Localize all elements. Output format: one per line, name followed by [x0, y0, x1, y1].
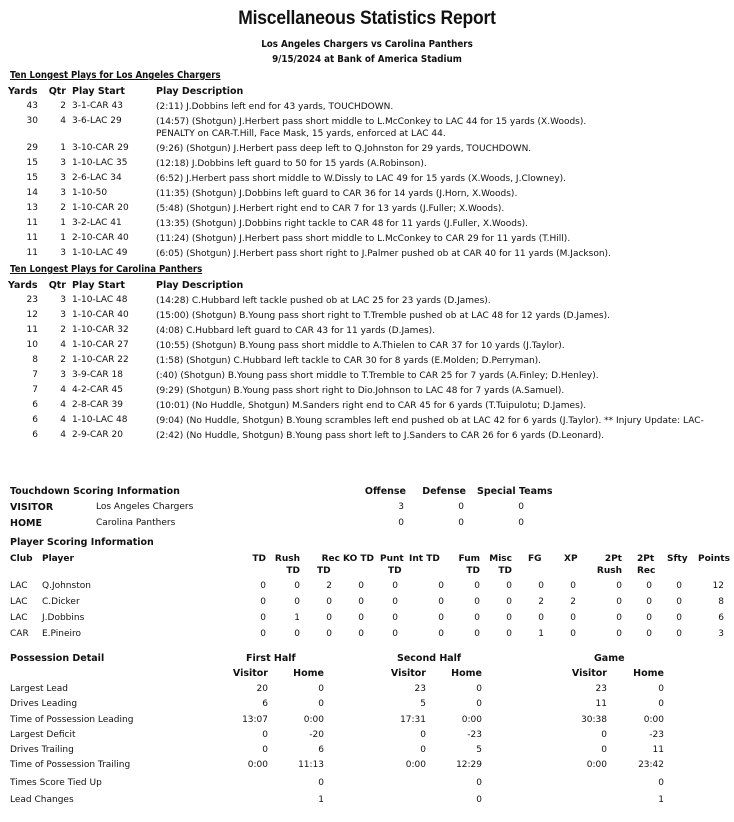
col-2pt-rec-line2: Rec	[637, 566, 656, 576]
ps-rec-td: 0	[326, 629, 332, 639]
play-description	[156, 355, 541, 367]
col-points: Points	[698, 554, 730, 564]
possession-first-half: First Half	[246, 653, 296, 664]
col-2pt-rec-line1: 2Pt	[637, 554, 655, 564]
possession-sh-h: -23	[467, 730, 482, 740]
td-col-offense: Offense	[364, 486, 406, 497]
play-start: 1-10-LAC 35	[72, 158, 128, 168]
col-play-description: Play Description	[156, 280, 244, 291]
play-description	[156, 158, 427, 170]
col-yards: Yards	[8, 86, 38, 97]
col-play-start: Play Start	[72, 280, 125, 291]
ps-two-rec: 0	[646, 613, 652, 623]
play-description-line: (14:57) (Shotgun) J.Herbert pass short middle to L.McConkey to LAC 44 for 15 yards (X.Woods).	[156, 117, 587, 127]
col-play-start: Play Start	[72, 86, 125, 97]
ps-td: 0	[260, 597, 266, 607]
play-qtr: 3	[60, 173, 66, 183]
ps-int-td: 0	[438, 629, 444, 639]
play-start: 1-10-50	[72, 188, 108, 198]
col-2pt-rush-line2: Rush	[596, 566, 622, 576]
col-rec-td	[314, 553, 340, 577]
possession-row	[10, 745, 710, 760]
play-start: 1-10-CAR 32	[72, 325, 129, 335]
td-visitor-special: 0	[518, 502, 524, 512]
ps-sfty: 0	[676, 613, 682, 623]
play-qtr: 3	[60, 370, 66, 380]
play-yards: 11	[26, 218, 38, 228]
player-scoring-heading: Player Scoring Information	[10, 537, 154, 548]
play-yards: 6	[32, 415, 38, 425]
ps-td: 0	[260, 613, 266, 623]
possession-fh-h: 6	[318, 745, 324, 755]
ps-xp: 2	[570, 597, 576, 607]
play-description-line: (2:11) J.Dobbins left end for 43 yards, TOUCHDOWN.	[156, 102, 394, 112]
play-description-line: (9:29) (Shotgun) B.Young pass short right to Dio.Johnson to LAC 48 for 7 yards (A.Samuel).	[156, 386, 565, 396]
possession-fh-h: -20	[309, 730, 324, 740]
play-description-line: (2:42) (No Huddle, Shotgun) B.Young pass short left to J.Sanders to CAR 26 for 6 yards (D.Leonard).	[156, 431, 605, 441]
possession-fh-h: 0	[318, 778, 324, 788]
possession-sh-h: 0	[476, 699, 482, 709]
play-qtr: 4	[60, 340, 66, 350]
possession-fh-v: 0	[262, 730, 268, 740]
play-start: 3-1-CAR 43	[72, 101, 123, 111]
ps-misc-td: 0	[506, 597, 512, 607]
possession-sh-v: 0:00	[405, 760, 426, 770]
play-qtr: 1	[60, 233, 66, 243]
td-visitor-team: Los Angeles Chargers	[96, 502, 194, 512]
possession-sh-h: 0	[476, 795, 482, 805]
ps-club: LAC	[10, 581, 28, 591]
play-qtr: 4	[60, 400, 66, 410]
report-title: Miscellaneous Statistics Report	[238, 8, 496, 29]
possession-g-h: 0	[658, 699, 664, 709]
ps-two-rec: 0	[646, 629, 652, 639]
play-yards: 23	[26, 295, 38, 305]
ps-int-td: 0	[438, 597, 444, 607]
ps-two-rec: 0	[646, 597, 652, 607]
play-description-line: (:40) (Shotgun) B.Young pass short middle to T.Tremble to CAR 25 for 7 yards (A.Finley; D.Henley).	[156, 371, 599, 381]
ps-ko-td: 0	[358, 581, 364, 591]
col-rush-td-line2: TD	[286, 566, 300, 576]
ps-fum-td: 0	[474, 613, 480, 623]
play-start: 3-10-CAR 29	[72, 143, 129, 153]
play-qtr: 2	[60, 101, 66, 111]
ps-xp: 0	[570, 581, 576, 591]
possession-g-v: 0:00	[586, 760, 607, 770]
sh-visitor-header: Visitor	[390, 668, 426, 679]
ps-td: 0	[260, 581, 266, 591]
ps-points: 8	[718, 597, 724, 607]
play-qtr: 4	[60, 385, 66, 395]
play-description-line: (4:08) C.Hubbard left guard to CAR 43 for 11 yards (D.James).	[156, 326, 436, 336]
possession-fh-v: 0	[262, 745, 268, 755]
play-qtr: 3	[60, 158, 66, 168]
ps-rush-td: 1	[294, 613, 300, 623]
ps-two-rec: 0	[646, 581, 652, 591]
play-description-line: (5:48) (Shotgun) J.Herbert right end to CAR 7 for 13 yards (J.Fuller; X.Woods).	[156, 204, 505, 214]
play-qtr: 3	[60, 188, 66, 198]
col-qtr: Qtr	[48, 280, 66, 291]
possession-sh-h: 12:29	[456, 760, 482, 770]
play-description	[156, 233, 570, 245]
play-description	[156, 325, 435, 337]
ps-rec-td: 0	[326, 613, 332, 623]
possession-g-h: 0	[658, 778, 664, 788]
play-yards: 30	[26, 116, 38, 126]
ps-club: LAC	[10, 613, 28, 623]
play-qtr: 4	[60, 430, 66, 440]
ps-two-rush: 0	[616, 581, 622, 591]
play-description-line: (6:05) (Shotgun) J.Herbert pass short right to J.Palmer pushed ob at CAR 40 for 11 yards (M.Jackson).	[156, 249, 611, 259]
ps-two-rush: 0	[616, 597, 622, 607]
possession-row	[10, 795, 710, 810]
ps-points: 12	[712, 581, 724, 591]
fh-home-header: Home	[293, 668, 324, 679]
play-start: 1-10-LAC 48	[72, 415, 128, 425]
td-visitor-defense: 0	[458, 502, 464, 512]
ps-fg: 2	[538, 597, 544, 607]
possession-g-v: 0	[601, 730, 607, 740]
play-description	[156, 415, 704, 427]
play-description-line: (15:00) (Shotgun) B.Young pass short right to T.Tremble pushed ob at LAC 48 for 12 yards (D.James).	[156, 311, 610, 321]
play-start: 3-2-LAC 41	[72, 218, 122, 228]
col-club: Club	[10, 554, 33, 564]
play-description	[156, 248, 611, 260]
col-misc-td-line2: TD	[498, 566, 512, 576]
possession-sh-v: 23	[414, 684, 426, 694]
col-misc-td-line1: Misc	[489, 554, 512, 564]
col-int-td: Int TD	[409, 554, 440, 564]
play-qtr: 1	[60, 218, 66, 228]
ps-ko-td: 0	[358, 629, 364, 639]
play-description	[156, 116, 586, 140]
possession-row	[10, 715, 710, 730]
play-start: 4-2-CAR 45	[72, 385, 123, 395]
play-description	[156, 295, 491, 307]
possession-fh-h: 0:00	[303, 715, 324, 725]
possession-row	[10, 730, 710, 745]
ps-xp: 0	[570, 629, 576, 639]
fh-visitor-header: Visitor	[232, 668, 268, 679]
play-yards: 15	[26, 173, 38, 183]
play-qtr: 4	[60, 116, 66, 126]
lac-plays-heading: Ten Longest Plays for Los Angeles Chargers	[10, 70, 221, 81]
play-description	[156, 203, 504, 215]
play-yards: 29	[26, 143, 38, 153]
play-description	[156, 188, 517, 200]
play-yards: 6	[32, 400, 38, 410]
play-description-line: (9:26) (Shotgun) J.Herbert pass deep left to Q.Johnston for 29 yards, TOUCHDOWN.	[156, 144, 532, 154]
ps-ko-td: 0	[358, 597, 364, 607]
possession-g-v: 23	[595, 684, 607, 694]
td-home-offense: 0	[398, 518, 404, 528]
possession-sh-h: 0:00	[461, 715, 482, 725]
possession-fh-v: 20	[256, 684, 268, 694]
play-yards: 43	[26, 101, 38, 111]
play-start: 1-10-CAR 20	[72, 203, 129, 213]
play-description	[156, 101, 393, 113]
play-start: 2-8-CAR 39	[72, 400, 123, 410]
play-description-line: (10:01) (No Huddle, Shotgun) M.Sanders right end to CAR 45 for 6 yards (T.Tuipulotu; D.James).	[156, 401, 587, 411]
col-play-description: Play Description	[156, 86, 244, 97]
ps-player: Q.Johnston	[42, 581, 91, 591]
possession-g-h: 1	[658, 795, 664, 805]
play-qtr: 2	[60, 325, 66, 335]
play-description-line: (14:28) C.Hubbard left tackle pushed ob at LAC 25 for 23 yards (D.James).	[156, 296, 491, 306]
play-yards: 7	[32, 385, 38, 395]
ps-two-rush: 0	[616, 613, 622, 623]
play-description-line: (9:04) (No Huddle, Shotgun) B.Young scrambles left end pushed ob at LAC 42 for 6 yards (J.Taylor). ** Injury Update: LAC-	[156, 416, 704, 426]
play-description-line: (6:52) J.Herbert pass short middle to W.Dissly to LAC 49 for 15 yards (X.Woods, J.Clowney).	[156, 174, 567, 184]
ps-ko-td: 0	[358, 613, 364, 623]
play-description-line: (11:35) (Shotgun) J.Dobbins left guard to CAR 36 for 14 yards (J.Horn, X.Woods).	[156, 189, 518, 199]
play-start: 1-10-CAR 27	[72, 340, 129, 350]
col-rush-td-line1: Rush	[274, 554, 300, 564]
possession-label: Time of Possession Trailing	[10, 760, 131, 770]
col-yards: Yards	[8, 280, 38, 291]
possession-sh-h: 0	[476, 684, 482, 694]
possession-g-v: 30:38	[581, 715, 607, 725]
player-scoring-row	[10, 597, 725, 613]
ps-misc-td: 0	[506, 613, 512, 623]
possession-label: Largest Deficit	[10, 730, 76, 740]
possession-label: Times Score Tied Up	[10, 778, 102, 788]
ps-punt-td: 0	[392, 581, 398, 591]
ps-int-td: 0	[438, 581, 444, 591]
col-qtr: Qtr	[48, 86, 66, 97]
possession-label: Time of Possession Leading	[10, 715, 134, 725]
play-description-line: (1:58) (Shotgun) C.Hubbard left tackle to CAR 30 for 8 yards (E.Molden; D.Perryman).	[156, 356, 542, 366]
play-start: 2-10-CAR 40	[72, 233, 129, 243]
col-td: TD	[252, 554, 266, 564]
ps-fg: 1	[538, 629, 544, 639]
possession-fh-v: 6	[262, 699, 268, 709]
ps-punt-td: 0	[392, 597, 398, 607]
play-start: 1-10-CAR 22	[72, 355, 129, 365]
play-start: 3-6-LAC 29	[72, 116, 122, 126]
ps-club: CAR	[10, 629, 29, 639]
ps-sfty: 0	[676, 597, 682, 607]
col-2pt-rush-line1: 2Pt	[604, 554, 622, 564]
possession-second-half: Second Half	[397, 653, 462, 664]
possession-g-h: -23	[649, 730, 664, 740]
game-visitor-header: Visitor	[571, 668, 607, 679]
play-description	[156, 340, 565, 352]
possession-sh-v: 5	[420, 699, 426, 709]
play-qtr: 2	[60, 355, 66, 365]
ps-points: 3	[718, 629, 724, 639]
ps-player: E.Pineiro	[42, 629, 82, 639]
play-start: 3-9-CAR 18	[72, 370, 123, 380]
play-yards: 6	[32, 430, 38, 440]
player-scoring-row	[10, 581, 725, 597]
col-rec-td-line1: Rec	[321, 554, 340, 564]
col-fum-td-line2: TD	[466, 566, 480, 576]
play-description-line: (10:55) (Shotgun) B.Young pass short middle to A.Thielen to CAR 37 for 10 yards (J.Taylor).	[156, 341, 565, 351]
play-description	[156, 173, 566, 185]
player-scoring-header-row	[10, 553, 730, 579]
td-visitor-role: VISITOR	[10, 502, 54, 513]
ps-fum-td: 0	[474, 597, 480, 607]
ps-player: J.Dobbins	[42, 613, 85, 623]
ps-two-rush: 0	[616, 629, 622, 639]
play-yards: 8	[32, 355, 38, 365]
play-yards: 11	[26, 325, 38, 335]
ps-fg: 0	[538, 581, 544, 591]
play-qtr: 2	[60, 203, 66, 213]
possession-label: Lead Changes	[10, 795, 74, 805]
possession-fh-h: 0	[318, 684, 324, 694]
possession-row	[10, 684, 710, 699]
td-col-defense: Defense	[422, 486, 466, 497]
play-description-line: PENALTY on CAR-T.Hill, Face Mask, 15 yards, enforced at LAC 44.	[156, 129, 446, 139]
possession-sh-h: 0	[476, 778, 482, 788]
ps-fg: 0	[538, 613, 544, 623]
ps-points: 6	[718, 613, 724, 623]
play-description	[156, 218, 528, 230]
ps-rush-td: 0	[294, 581, 300, 591]
play-qtr: 1	[60, 143, 66, 153]
play-description	[156, 400, 586, 412]
td-visitor-offense: 3	[398, 502, 404, 512]
possession-fh-v: 13:07	[242, 715, 268, 725]
possession-fh-h: 0	[318, 699, 324, 709]
possession-heading: Possession Detail	[10, 653, 105, 664]
play-qtr: 4	[60, 415, 66, 425]
ps-club: LAC	[10, 597, 28, 607]
play-description	[156, 430, 604, 442]
td-scoring-heading: Touchdown Scoring Information	[10, 486, 180, 497]
play-qtr: 3	[60, 310, 66, 320]
game-home-header: Home	[633, 668, 664, 679]
possession-sh-h: 5	[476, 745, 482, 755]
play-yards: 13	[26, 203, 38, 213]
ps-fum-td: 0	[474, 629, 480, 639]
possession-g-h: 11	[652, 745, 664, 755]
possession-sh-v: 17:31	[400, 715, 426, 725]
possession-sh-v: 0	[420, 730, 426, 740]
td-home-defense: 0	[458, 518, 464, 528]
play-qtr: 3	[60, 248, 66, 258]
col-punt-td-line2: TD	[388, 566, 402, 576]
possession-g-h: 23:42	[638, 760, 664, 770]
td-col-special-teams: Special Teams	[477, 486, 553, 497]
possession-game: Game	[594, 653, 625, 664]
possession-fh-h: 11:13	[298, 760, 324, 770]
play-yards: 14	[26, 188, 38, 198]
ps-misc-td: 0	[506, 629, 512, 639]
possession-g-h: 0	[658, 684, 664, 694]
ps-rec-td: 0	[326, 597, 332, 607]
possession-fh-v: 0:00	[247, 760, 268, 770]
report-date-venue: 9/15/2024 at Bank of America Stadium	[272, 54, 462, 65]
player-scoring-row	[10, 629, 725, 645]
col-ko-td: KO TD	[343, 554, 374, 564]
col-xp: XP	[564, 554, 578, 564]
ps-player: C.Dicker	[42, 597, 80, 607]
sh-home-header: Home	[451, 668, 482, 679]
possession-row	[10, 760, 710, 775]
play-description-line: (11:24) (Shotgun) J.Herbert pass short middle to L.McConkey to CAR 29 for 11 yards (T.Hill).	[156, 234, 571, 244]
play-yards: 7	[32, 370, 38, 380]
col-fum-td-line1: Fum	[458, 554, 480, 564]
ps-punt-td: 0	[392, 629, 398, 639]
td-home-special: 0	[518, 518, 524, 528]
play-description	[156, 370, 599, 382]
col-player: Player	[42, 554, 74, 564]
ps-rush-td: 0	[294, 597, 300, 607]
play-description	[156, 385, 564, 397]
col-misc-td	[484, 553, 512, 577]
ps-punt-td: 0	[392, 613, 398, 623]
possession-fh-h: 1	[318, 795, 324, 805]
col-sfty: Sfty	[667, 554, 688, 564]
play-yards: 15	[26, 158, 38, 168]
player-scoring-row	[10, 613, 725, 629]
td-home-team: Carolina Panthers	[96, 518, 176, 528]
play-description-line: (13:35) (Shotgun) J.Dobbins right tackle to CAR 48 for 11 yards (J.Fuller, X.Woods).	[156, 219, 529, 229]
col-fg: FG	[528, 554, 542, 564]
play-start: 1-10-LAC 49	[72, 248, 128, 258]
ps-rec-td: 2	[326, 581, 332, 591]
possession-g-v: 0	[601, 745, 607, 755]
col-2pt-rush	[594, 553, 622, 577]
ps-sfty: 0	[676, 629, 682, 639]
car-plays-heading: Ten Longest Plays for Carolina Panthers	[10, 264, 203, 275]
ps-int-td: 0	[438, 613, 444, 623]
ps-rush-td: 0	[294, 629, 300, 639]
play-start: 2-9-CAR 20	[72, 430, 123, 440]
possession-sh-v: 0	[420, 745, 426, 755]
col-punt-td	[380, 553, 410, 577]
play-start: 1-10-CAR 40	[72, 310, 129, 320]
ps-sfty: 0	[676, 581, 682, 591]
play-qtr: 3	[60, 295, 66, 305]
col-fum-td	[454, 553, 480, 577]
possession-label: Drives Leading	[10, 699, 78, 709]
ps-misc-td: 0	[506, 581, 512, 591]
possession-label: Largest Lead	[10, 684, 69, 694]
ps-td: 0	[260, 629, 266, 639]
td-home-role: HOME	[10, 518, 42, 529]
play-start: 1-10-LAC 48	[72, 295, 128, 305]
col-2pt-rec	[637, 553, 655, 577]
possession-row	[10, 778, 710, 793]
play-yards: 11	[26, 233, 38, 243]
play-description	[156, 143, 531, 155]
play-yards: 12	[26, 310, 38, 320]
play-description-line: (12:18) J.Dobbins left guard to 50 for 15 yards (A.Robinson).	[156, 159, 427, 169]
play-yards: 11	[26, 248, 38, 258]
ps-fum-td: 0	[474, 581, 480, 591]
play-yards: 10	[26, 340, 38, 350]
possession-g-h: 0:00	[643, 715, 664, 725]
col-rush-td	[274, 553, 300, 577]
col-punt-td-line1: Punt	[380, 554, 404, 564]
ps-xp: 0	[570, 613, 576, 623]
play-start: 2-6-LAC 34	[72, 173, 122, 183]
play-description	[156, 310, 610, 322]
possession-label: Drives Trailing	[10, 745, 74, 755]
possession-g-v: 11	[595, 699, 607, 709]
col-rec-td-line2: TD	[317, 566, 331, 576]
possession-row	[10, 699, 710, 714]
report-matchup: Los Angeles Chargers vs Carolina Panthers	[261, 39, 473, 50]
